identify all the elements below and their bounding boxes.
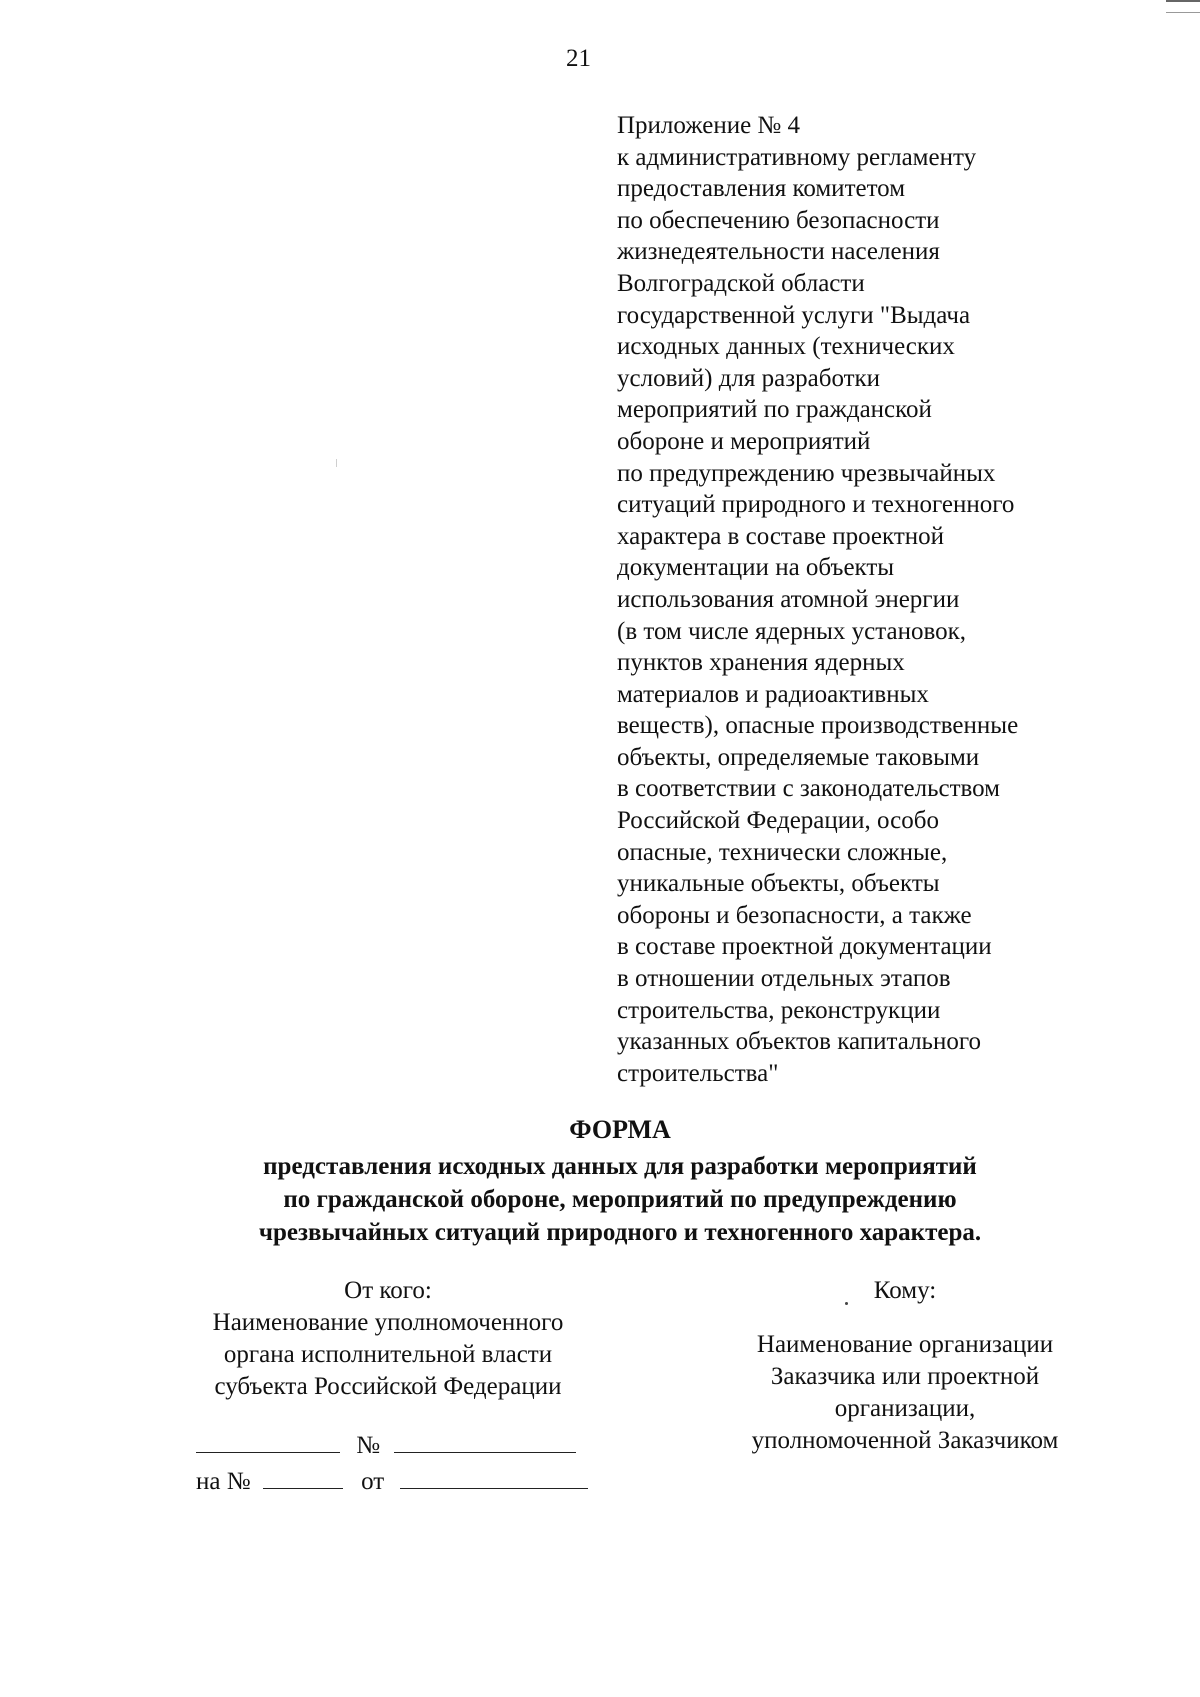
appendix-line: Приложение № 4 [617, 112, 801, 139]
appendix-line: использования атомной энергии [617, 585, 960, 613]
reference-number-blank[interactable] [263, 1466, 343, 1489]
appendix-line: документации на объекты [617, 554, 895, 582]
form-subtitle-line: чрезвычайных ситуаций природного и техногенного характера. [258, 1219, 982, 1246]
appendix-line: ситуаций природного и техногенного [617, 491, 1015, 519]
appendix-line: пунктов хранения ядерных [617, 649, 905, 677]
appendix-line: объекты, определяемые таковыми [617, 743, 980, 771]
appendix-line: к административному регламенту [617, 143, 977, 171]
appendix-line: предоставления комитетом [617, 175, 906, 203]
recipient-line: организации, [834, 1395, 976, 1422]
appendix-line: характера в составе проектной [617, 522, 945, 550]
appendix-line: в соответствии с законодательством [617, 775, 1000, 803]
outgoing-number-blank[interactable] [394, 1430, 576, 1453]
sender-line: Наименование уполномоченного [212, 1309, 564, 1336]
sender-line: органа исполнительной власти [223, 1341, 553, 1368]
appendix-line: условий) для разработки [617, 364, 881, 392]
reference-row [196, 1466, 588, 1497]
sender-label: От кого: [344, 1277, 432, 1304]
recipient-line: Наименование организации [756, 1331, 1054, 1358]
appendix-line: строительства, реконструкции [617, 996, 941, 1024]
scan-speck [336, 459, 337, 467]
spacer [705, 1307, 1105, 1329]
recipient-label: Кому: [873, 1277, 937, 1304]
reference-date-blank[interactable] [400, 1466, 588, 1489]
appendix-line: обороне и мероприятий [617, 427, 871, 455]
recipient-line: Заказчика или проектной [770, 1363, 1040, 1390]
page-number: 21 [566, 45, 591, 72]
appendix-line: Российской Федерации, особо [617, 807, 939, 835]
sender-line: субъекта Российской Федерации [214, 1373, 562, 1400]
reference-date-label: от [361, 1468, 385, 1495]
appendix-line: по предупреждению чрезвычайных [617, 459, 996, 487]
outgoing-date-blank[interactable] [196, 1430, 340, 1453]
appendix-line: материалов и радиоактивных [617, 680, 929, 708]
appendix-line: Волгоградской области [617, 269, 865, 297]
appendix-line: опасные, технически сложные, [617, 838, 948, 866]
appendix-header [617, 110, 1177, 1089]
form-title: ФОРМА [569, 1115, 671, 1144]
appendix-line: веществ), опасные производственные [617, 712, 1019, 740]
outgoing-number-row [196, 1430, 576, 1461]
appendix-line: указанных объектов капитального [617, 1028, 981, 1056]
recipient-block [705, 1275, 1105, 1457]
appendix-line: строительства" [617, 1059, 779, 1087]
appendix-line: мероприятий по гражданской [617, 396, 932, 424]
number-sign: № [356, 1432, 381, 1459]
reference-number-label: на № [196, 1468, 251, 1495]
appendix-line: в отношении отдельных этапов [617, 965, 951, 993]
appendix-line: по обеспечению безопасности [617, 206, 940, 234]
appendix-line: (в том числе ядерных установок, [617, 617, 967, 645]
appendix-line: исходных данных (технических [617, 333, 955, 361]
appendix-line: жизнедеятельности населения [617, 238, 940, 266]
appendix-line: в составе проектной документации [617, 933, 992, 961]
appendix-line: уникальные объекты, объекты [617, 870, 940, 898]
appendix-line: обороны и безопасности, а также [617, 901, 972, 929]
form-subtitle-line: представления исходных данных для разработки мероприятий [263, 1153, 977, 1180]
scan-edge-mark [1166, 0, 1200, 13]
form-subtitle-line: по гражданской обороне, мероприятий по предупреждению [283, 1186, 957, 1213]
sender-block [168, 1275, 608, 1403]
recipient-line: уполномоченной Заказчиком [751, 1427, 1059, 1454]
appendix-line: государственной услуги "Выдача [617, 301, 971, 329]
form-subtitle [0, 1150, 1200, 1249]
